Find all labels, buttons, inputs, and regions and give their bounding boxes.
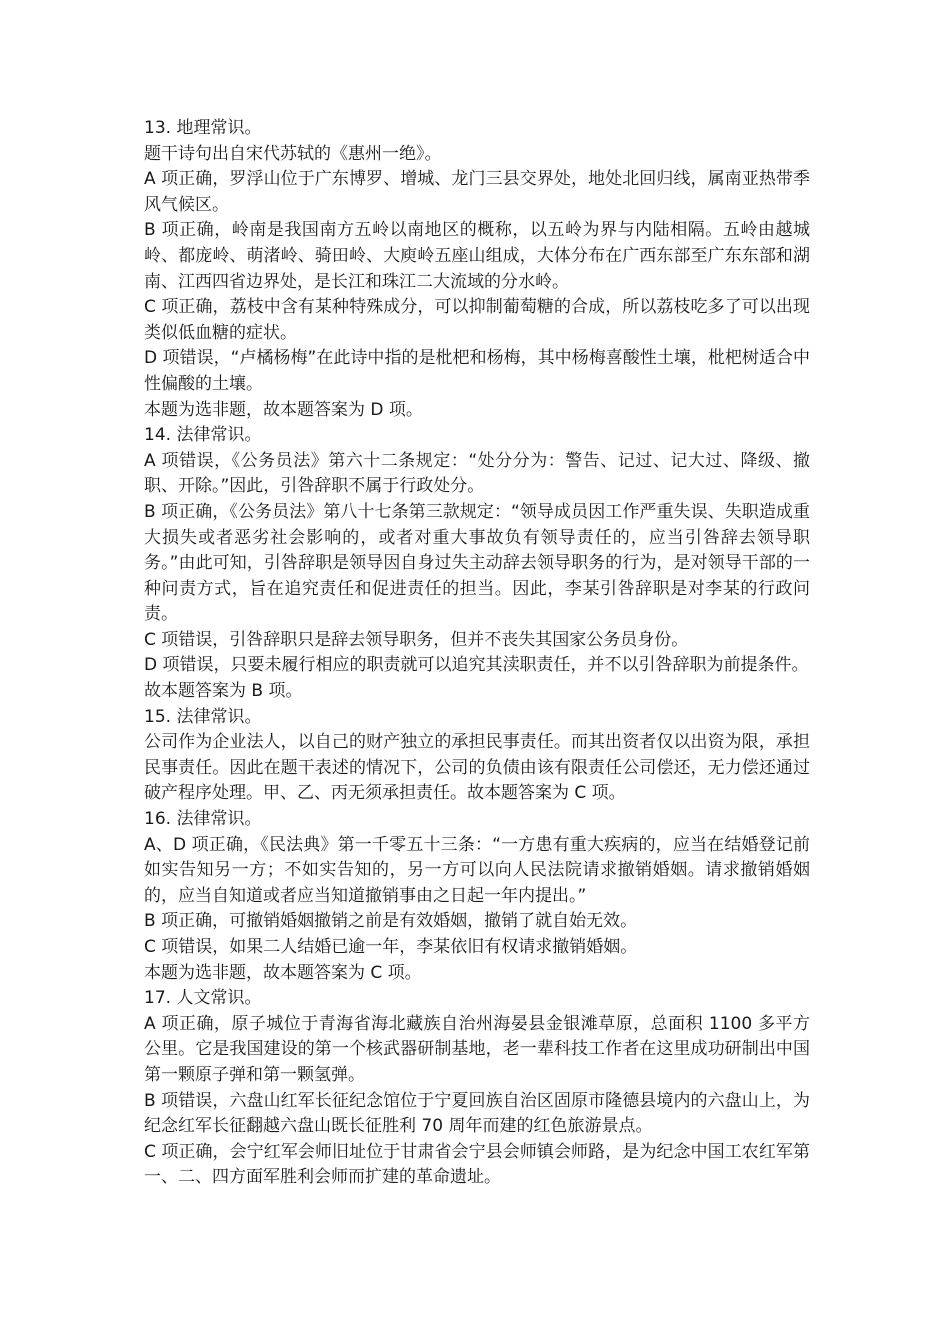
q16-option-ad: A、D 项正确，《民法典》第一千零五十三条：“一方患有重大疾病的，应当在结婚登记前如实告知另一方；不如实告知的，另一方可以向人民法院请求撤销婚姻。请求撤销婚姻的，应当自知道或者应当知道撤销事由之日起一年内提出。” [144, 834, 810, 906]
q13-option-c: C 项正确，荔枝中含有某种特殊成分，可以抑制葡萄糖的合成，所以荔枝吃多了可以出现类似低血糖的症状。 [144, 297, 810, 343]
q14-answer: 故本题答案为 B 项。 [144, 681, 303, 702]
heading-q17: 17. 人文常识。 [144, 988, 262, 1009]
q17-option-b: B 项错误，六盘山红军长征纪念馆位于宁夏回族自治区固原市隆德县境内的六盘山上，为纪念红军长征翻越六盘山既长征胜利 70 周年而建的红色旅游景点。 [144, 1090, 810, 1137]
q16-option-c: C 项错误，如果二人结婚已逾一年，李某依旧有权请求撤销婚姻。 [144, 937, 638, 957]
q15-explanation: 公司作为企业法人，以自己的财产独立的承担民事责任。而其出资者仅以出资为限，承担民事责任。因此在题干表述的情况下，公司的负债由该有限责任公司偿还，无力偿还通过破产程序处理。甲、乙、丙无须承担责任。故本题答案为 C 项。 [144, 732, 810, 804]
q17-option-a: A 项正确，原子城位于青海省海北藏族自治州海晏县金银滩草原，总面积 1100 多平方公里。它是我国建设的第一个核武器研制基地，老一辈科技工作者在这里成功研制出中国第一颗原子弹和第一颗氢弹。 [144, 1013, 810, 1085]
q14-option-d: D 项错误，只要未履行相应的职责就可以追究其渎职责任，并不以引咎辞职为前提条件。 [144, 655, 809, 676]
q13-option-d: D 项错误，“卢橘杨梅”在此诗中指的是枇杷和杨梅，其中杨梅喜酸性土壤，枇杷树适合中性偏酸的土壤。 [144, 348, 810, 394]
q13-option-a: A 项正确，罗浮山位于广东博罗、增城、龙门三县交界处，地处北回归线，属南亚热带季风气候区。 [144, 169, 810, 215]
q16-option-b: B 项正确，可撤销婚姻撤销之前是有效婚姻，撤销了就自始无效。 [144, 911, 638, 932]
heading-q15: 15. 法律常识。 [144, 706, 262, 727]
q14-option-a: A 项错误，《公务员法》第六十二条规定：“处分分为：警告、记过、记大过、降级、撤职、开除。”因此，引咎辞职不属于行政处分。 [144, 450, 810, 497]
q14-option-b: B 项正确，《公务员法》第八十七条第三款规定：“领导成员因工作严重失误、失职造成重大损失或者恶劣社会影响的，或者对重大事故负有领导责任的，应当引咎辞去领导职务。”由此可知，引咎辞职是领导因自身过失主动辞去领导职务的行为，是对领导干部的一种问责方式，旨在追究责任和促进责任的担当。因此，李某引咎辞职是对李某的行政问责。 [144, 501, 810, 625]
heading-q14: 14. 法律常识。 [144, 425, 262, 446]
q13-answer: 本题为选非题，故本题答案为 D 项。 [144, 399, 423, 420]
q14-option-c: C 项错误，引咎辞职只是辞去领导职务，但并不丧失其国家公务员身份。 [144, 629, 689, 650]
q13-source: 题干诗句出自宋代苏轼的《惠州一绝》。 [144, 143, 442, 164]
document-body [144, 116, 810, 1191]
heading-q13: 13. 地理常识。 [144, 118, 262, 138]
q13-option-b: B 项正确，岭南是我国南方五岭以南地区的概称，以五岭为界与内陆相隔。五岭由越城岭、都庞岭、萌渚岭、骑田岭、大庾岭五座山组成，大体分布在广西东部至广东东部和湖南、江西四省边界处，是长江和珠江二大流域的分水岭。 [144, 220, 810, 292]
q16-answer: 本题为选非题，故本题答案为 C 项。 [144, 962, 422, 983]
heading-q16: 16. 法律常识。 [144, 809, 262, 830]
q17-option-c: C 项正确，会宁红军会师旧址位于甘肃省会宁县会师镇会师路，是为纪念中国工农红军第一、二、四方面军胜利会师而扩建的革命遗址。 [144, 1141, 810, 1188]
